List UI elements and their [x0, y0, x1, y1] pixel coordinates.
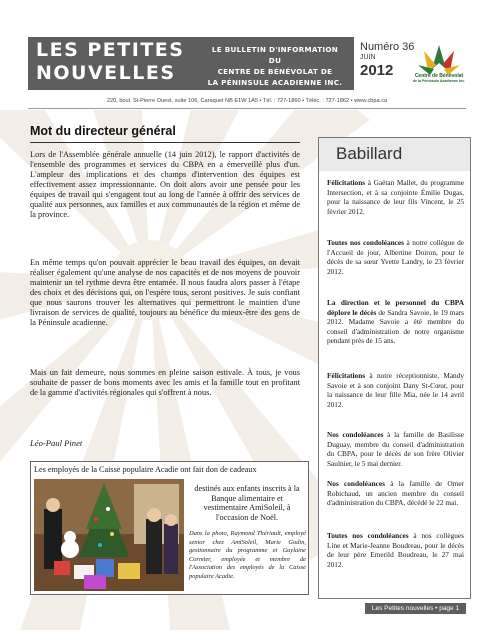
issue-month: JUIN	[360, 54, 376, 61]
newsletter-title	[36, 39, 206, 85]
babillard-item-lead: Félicitations	[327, 178, 366, 187]
page-footer: Les Petites nouvelles • page 1	[365, 603, 466, 614]
babillard-item-text: à notre collègue de l'Accueil de jour, Albertine Doiron, pour le décès de sa sœur Yvette Landry, le 23 février 2012.	[327, 238, 464, 276]
subtitle-line-1: LE BULLETIN D'INFORMATION DU	[211, 45, 339, 65]
caption-headline: Les employés de la Caisse populaire Acadie ont fait don de cadeaux	[34, 465, 257, 474]
article-title: Mot du directeur général	[30, 124, 176, 138]
babillard-sidebar	[318, 137, 471, 599]
title-line-2: NOUVELLES	[36, 62, 176, 84]
newsletter-subtitle	[206, 44, 344, 88]
article-paragraph-3: Mais un fait demeure, nous sommes en pleine saison estivale. À tous, je vous souhaite de passer de bons moments avec les amis et la famille tout en profitant de la gamme d'activités régionales qui s'offrent à nous.	[30, 368, 300, 397]
babillard-item-lead: La direction et le personnel du CBPA déplore le décès	[327, 298, 464, 317]
caption-headline-continued: destinés aux enfants inscrits à la Banque alimentaire et vestimentaire AmiSoleil, à l'occasion de Noël.	[194, 484, 300, 522]
babillard-item-text: à notre réceptionniste, Mandy Savoie et à son conjoint Dany St-Cœur, pour la naissance de leur fille Mia, née le 14 avril 2012.	[327, 371, 464, 409]
article-title-divider	[30, 142, 300, 143]
babillard-item	[327, 178, 464, 216]
photo-caption-box	[30, 461, 309, 595]
issue-year: 2012	[360, 62, 394, 79]
babillard-item-lead: Toutes nos condoléances	[327, 238, 404, 247]
babillard-item	[327, 238, 464, 276]
babillard-title: Babillard	[336, 144, 403, 163]
babillard-item-lead: Nos condoléances	[327, 430, 384, 439]
babillard-item-lead: Félicitations	[327, 371, 366, 380]
article-signature: Léo-Paul Pinet	[30, 438, 83, 448]
babillard-header	[319, 138, 470, 171]
babillard-item	[327, 479, 464, 508]
logo-text	[410, 73, 468, 83]
babillard-item-text: à la famille de Basilisse Duguay, membre du conseil d'administration du CBPA, pour le décès de son frère Olivier Saulnier, le 5 mai dernier.	[327, 430, 464, 468]
subtitle-line-2: CENTRE DE BÉNÉVOLAT DE	[217, 67, 333, 76]
babillard-item	[327, 298, 464, 346]
babillard-item-text: à la famille de Omer Robichaud, un ancien membre du conseil d'administration du CBPA, décédé le 22 mai.	[327, 479, 465, 508]
babillard-item-text: à Gaëtan Mallet, du programme Intersection, et à sa conjointe Émilie Dugas, pour la naissance de leur fils Vincent, le 25 février 2012.	[327, 178, 464, 216]
contact-address: 220, boul. St-Pierre Ouest, suite 106, Caraquet NB E1W 1A5 • Tél. : 727-1860 • Téléc. : 727-1862 • www.cbpa.ca	[106, 98, 388, 104]
christmas-gift-photo	[34, 479, 184, 591]
article-paragraph-1: Lors de l'Assemblée générale annuelle (14 juin 2012), le rapport d'activités de l'ensemble des programmes et services du CBPA en a émerveillé plus d'un. L'ampleur des implications et des champs d'intervention des équipes est effectivement assez impressionnante. On doit alors avoir une pensée pour les équipes de travail qui s'engagent tout au long de l'année à offrir des services de qualité aux personnes, aux familles et aux communautés de la région et même de la province.	[30, 150, 300, 219]
logo-subname: de la Péninsule Acadienne Inc.	[412, 79, 466, 83]
header-divider	[28, 108, 466, 109]
babillard-item	[327, 430, 464, 468]
babillard-item-lead: Toutes nos condoléances	[327, 531, 409, 540]
babillard-item-text: de Sandra Savoie, le 19 mars 2012. Madame Savoie a été membre du conseil d'administration de notre organisme pendant près de 15 ans.	[327, 307, 464, 346]
babillard-item	[327, 371, 464, 409]
issue-info	[354, 37, 466, 90]
subtitle-line-3: LA PÉNINSULE ACADIENNE INC.	[207, 78, 343, 87]
photo-description: Dans la photo, Raymond Thériault, employé senior chez AmiSoleil, Marie Godin, gestionnaire du programme et Guylaine Cormier, employée et membre de l'Association des employés de la Caisse populaire Acadie.	[189, 530, 306, 580]
logo-name: Centre de Bénévolat	[414, 73, 464, 79]
babillard-item-text: à nos collègues Line et Marie-Jeanne Boudreau, pour le décès de leur père Emerild Boudreau, le 27 mai 2012.	[327, 531, 464, 569]
babillard-item	[327, 531, 464, 569]
issue-number: Numéro 36	[360, 41, 415, 53]
article-paragraph-2: En même temps qu'on pouvait apprécier le beau travail des équipes, on devait réaliser également qu'une analyse de nos capacités et de nos moyens de pouvoir maintenir un tel rythme devra être entamée. Il nous faudra alors passer à l'étape des choix et des décisions qui, on l'espère tous, seront positives. Je suis confiant que nous saurons trouver les alternatives qui permettront le maintien d'une livraison de services de qualité, toujours au bénéfice du mieux-être des gens de la Péninsule acadienne.	[30, 258, 300, 327]
babillard-item-lead: Nos condoléances	[327, 479, 385, 488]
title-line-1: LES PETITES	[36, 39, 185, 61]
